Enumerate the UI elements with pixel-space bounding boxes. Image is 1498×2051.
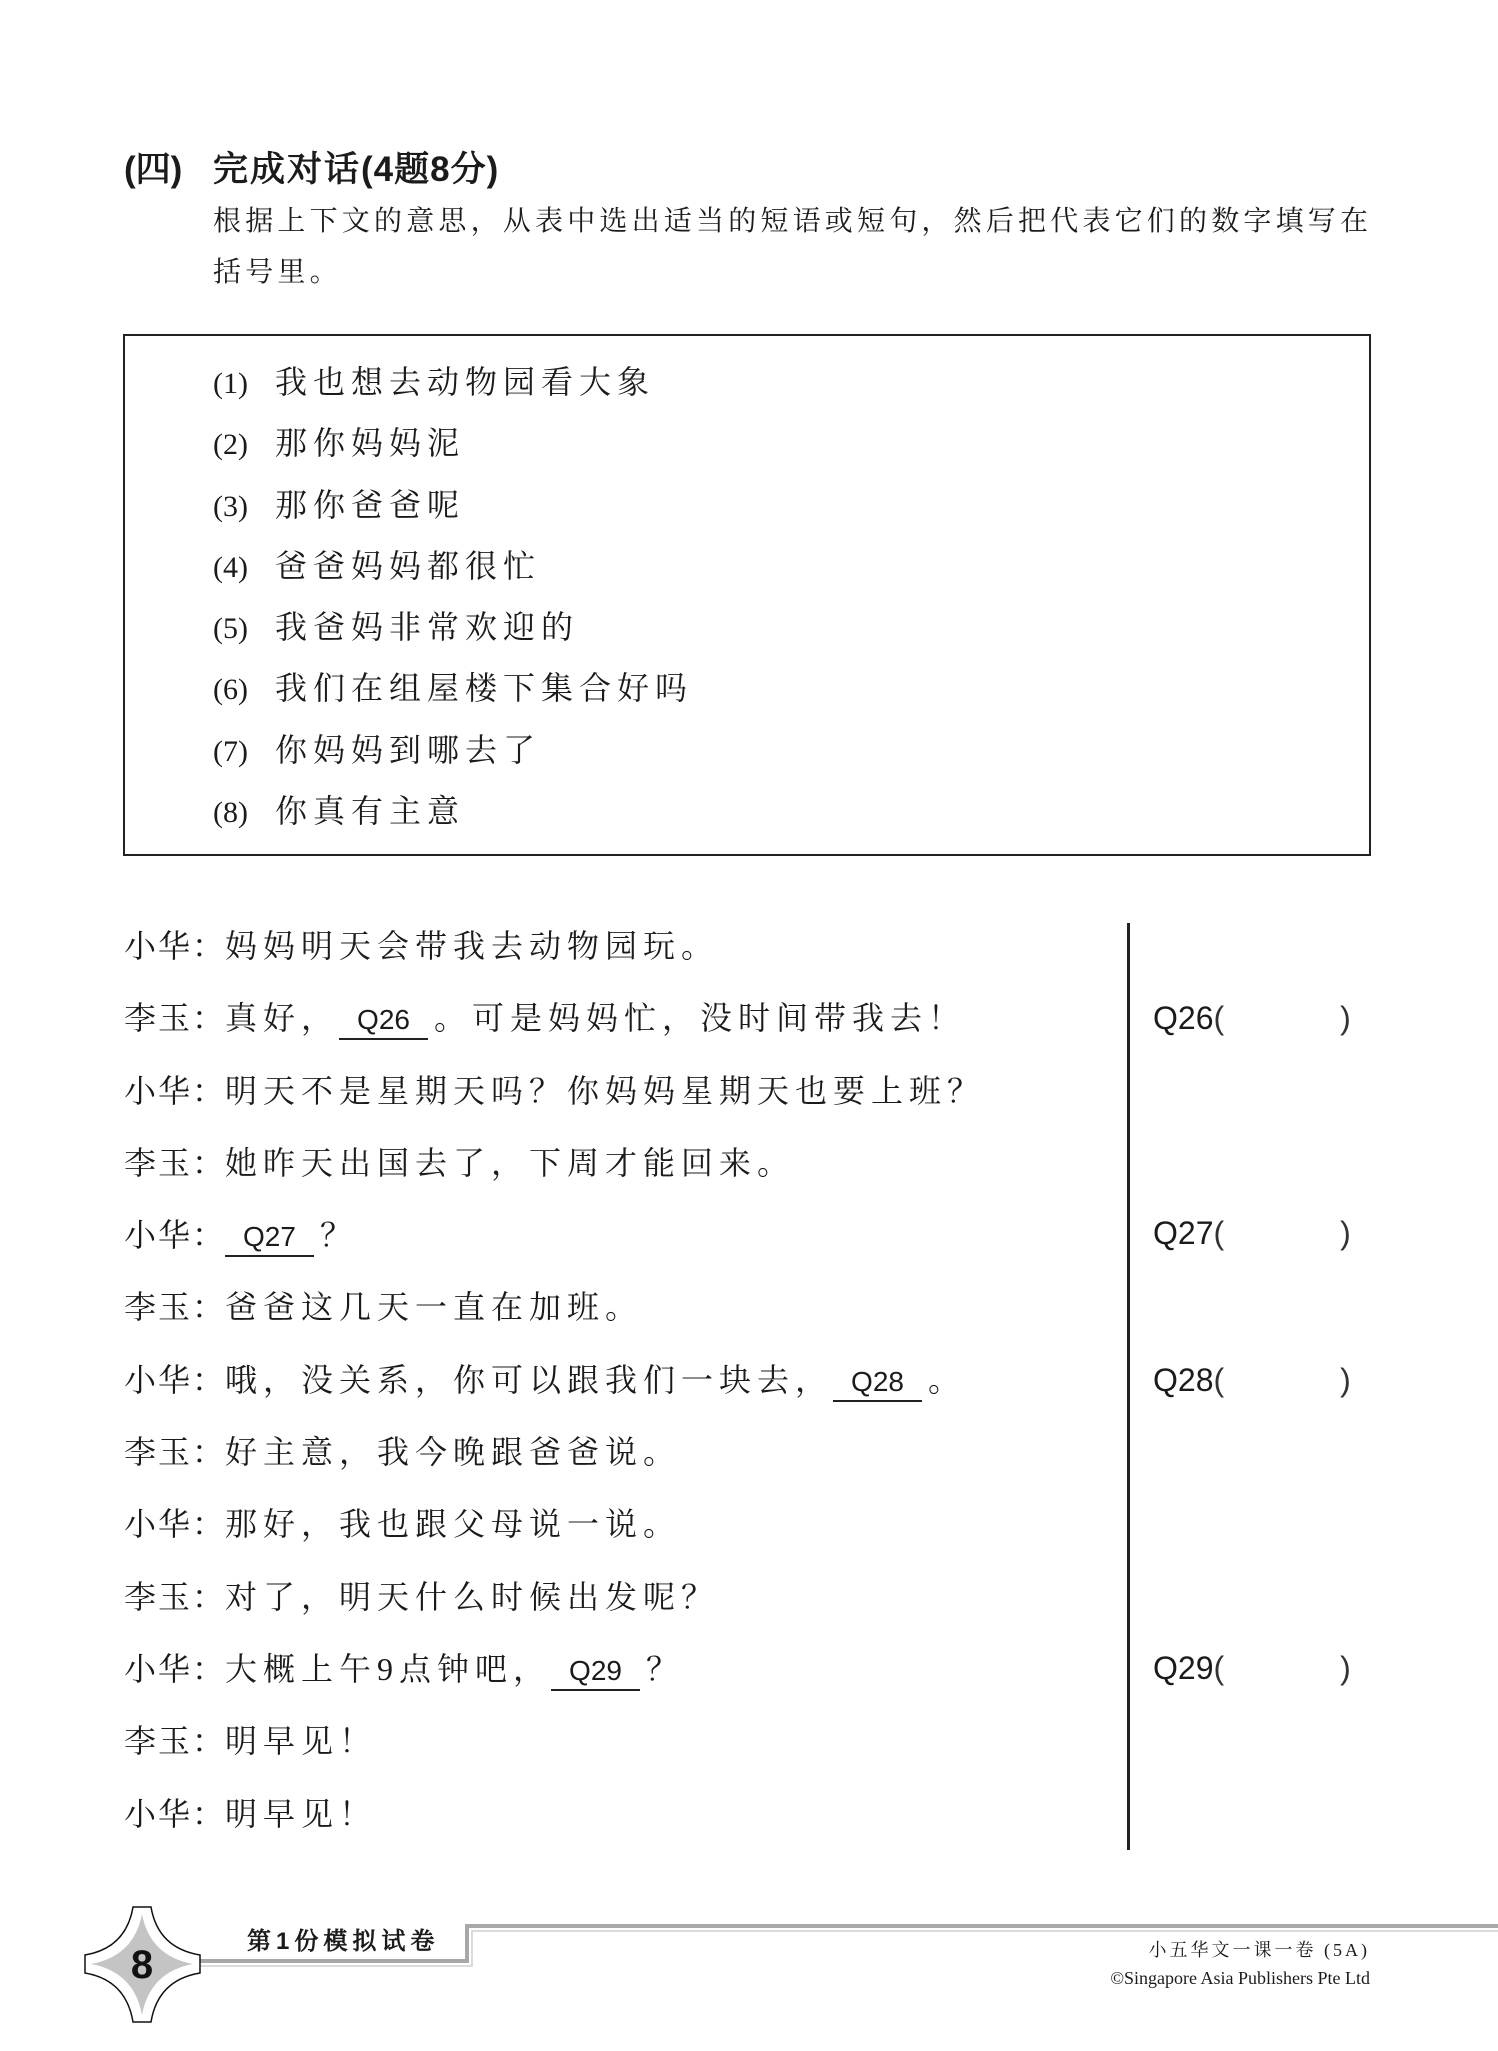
page-number: 8 [130, 1943, 154, 1987]
section-number: (四) [124, 150, 183, 189]
speaker-name: 李玉： [124, 1144, 227, 1181]
line-text: 妈妈明天会带我去动物园玩。 [225, 928, 720, 964]
options-list [213, 352, 693, 842]
speaker-name: 小华： [124, 1217, 227, 1254]
open-paren: ( [1213, 1362, 1225, 1398]
speaker-name: 李玉： [124, 1578, 227, 1615]
line-text: 爸爸这几天一直在加班。 [225, 1289, 644, 1326]
dialogue-line [124, 1055, 985, 1127]
line-text-after: ？ [646, 1650, 685, 1687]
speaker-name: 小华： [124, 1650, 227, 1687]
speaker-name: 小华： [124, 1072, 227, 1109]
answer-q26 [1153, 998, 1351, 1038]
line-text-before: 真好， [225, 1000, 340, 1037]
line-text-after: 。 [928, 1361, 967, 1398]
open-paren: ( [1213, 1000, 1225, 1036]
speaker-name: 小华： [124, 1795, 227, 1832]
speaker-name: 李玉： [124, 1434, 227, 1471]
line-text: 那好，我也跟父母说一说。 [225, 1506, 682, 1543]
speaker-name: 李玉： [124, 1000, 227, 1037]
option-text: 那你妈妈泥 [275, 425, 466, 462]
line-text-after: 。可是妈妈忙，没时间带我去！ [434, 1000, 967, 1037]
option-number: (5) [213, 612, 248, 646]
dialogue-line [124, 1271, 985, 1343]
speaker-name: 李玉： [124, 1289, 227, 1326]
dialogue-line [124, 1344, 985, 1416]
option-text: 爸爸妈妈都很忙 [275, 547, 542, 584]
line-text-after: ？ [320, 1217, 359, 1254]
paper-title: 第1份模拟试卷 [247, 1928, 440, 1955]
option-number: (8) [213, 796, 248, 830]
blank-q27: Q27 [225, 1219, 314, 1257]
answer-label: Q27 [1153, 1215, 1214, 1251]
option-text: 我们在组屋楼下集合好吗 [275, 670, 694, 707]
close-paren: ) [1340, 1215, 1351, 1251]
answer-label: Q28 [1153, 1362, 1214, 1398]
dialogue-line [124, 1705, 985, 1777]
dialogue-line [124, 1199, 985, 1271]
line-text: 她昨天出国去了，下周才能回来。 [225, 1144, 796, 1181]
option-text: 你真有主意 [275, 793, 466, 830]
line-text: 明早见！ [225, 1723, 378, 1760]
line-text: 明天不是星期天吗？你妈妈星期天也要上班？ [225, 1072, 986, 1109]
speaker-name: 小华： [124, 1506, 227, 1543]
option-number: (2) [213, 428, 248, 462]
close-paren: ) [1340, 1650, 1351, 1686]
section-score: (4题8分) [361, 150, 500, 189]
close-paren: ) [1340, 1000, 1351, 1036]
option-number: (6) [213, 673, 248, 707]
line-text: 对了，明天什么时候出发呢？ [225, 1578, 720, 1615]
option-number: (4) [213, 550, 248, 584]
answer-q28 [1153, 1360, 1351, 1400]
answer-q27 [1153, 1213, 1351, 1253]
dialogue [124, 910, 985, 1850]
option-text: 你妈妈到哪去了 [275, 731, 542, 768]
open-paren: ( [1213, 1650, 1225, 1686]
section-title: 完成对话 [213, 150, 362, 189]
speaker-name: 小华： [124, 928, 227, 964]
answer-q29 [1153, 1648, 1351, 1688]
dialogue-line [124, 1488, 985, 1560]
option-number: (1) [213, 367, 248, 400]
dialogue-line [124, 1633, 985, 1705]
dialogue-line [124, 910, 985, 982]
option-item [213, 658, 693, 719]
option-item [213, 413, 693, 474]
blank-q29: Q29 [551, 1653, 640, 1691]
answer-field-q26[interactable] [1224, 1003, 1340, 1039]
option-number: (3) [213, 489, 248, 523]
option-number: (7) [213, 734, 248, 768]
blank-q28: Q28 [833, 1364, 922, 1402]
page-number-badge [85, 1907, 200, 2022]
book-title: 小五华文一课一卷 (5A) [1148, 1940, 1370, 1960]
blank-q26: Q26 [339, 1002, 428, 1040]
answer-field-q27[interactable] [1224, 1218, 1340, 1254]
option-item [213, 720, 693, 781]
dialogue-line [124, 1561, 985, 1633]
dialogue-line [124, 982, 985, 1054]
answer-label: Q29 [1153, 1650, 1214, 1686]
answer-field-q28[interactable] [1224, 1365, 1340, 1401]
option-item [213, 781, 693, 842]
option-text: 我爸妈非常欢迎的 [275, 609, 580, 646]
option-item [213, 352, 693, 413]
dialogue-line [124, 1127, 985, 1199]
line-text-before: 大概上午9点钟吧， [225, 1650, 552, 1687]
dialogue-line [124, 1778, 985, 1850]
copyright: ©Singapore Asia Publishers Pte Ltd [1110, 1968, 1370, 1988]
answer-label: Q26 [1153, 1000, 1214, 1036]
line-text: 明早见！ [225, 1795, 378, 1832]
answer-field-q29[interactable] [1224, 1653, 1340, 1689]
line-text: 好主意，我今晚跟爸爸说。 [225, 1434, 682, 1471]
option-text: 我也想去动物园看大象 [275, 364, 656, 400]
option-item [213, 597, 693, 658]
line-text-before: 哦，没关系，你可以跟我们一块去， [225, 1361, 834, 1398]
dialogue-line [124, 1416, 985, 1488]
answer-column-divider [1127, 923, 1130, 1850]
instruction-text: 根据上下文的意思，从表中选出适当的短语或短句，然后把代表它们的数字填写在括号里。 [213, 205, 1373, 287]
section-heading [124, 148, 499, 192]
speaker-name: 李玉： [124, 1723, 227, 1760]
option-item [213, 536, 693, 597]
option-item [213, 475, 693, 536]
speaker-name: 小华： [124, 1361, 227, 1398]
open-paren: ( [1213, 1215, 1225, 1251]
close-paren: ) [1340, 1362, 1351, 1398]
option-text: 那你爸爸呢 [275, 486, 466, 523]
